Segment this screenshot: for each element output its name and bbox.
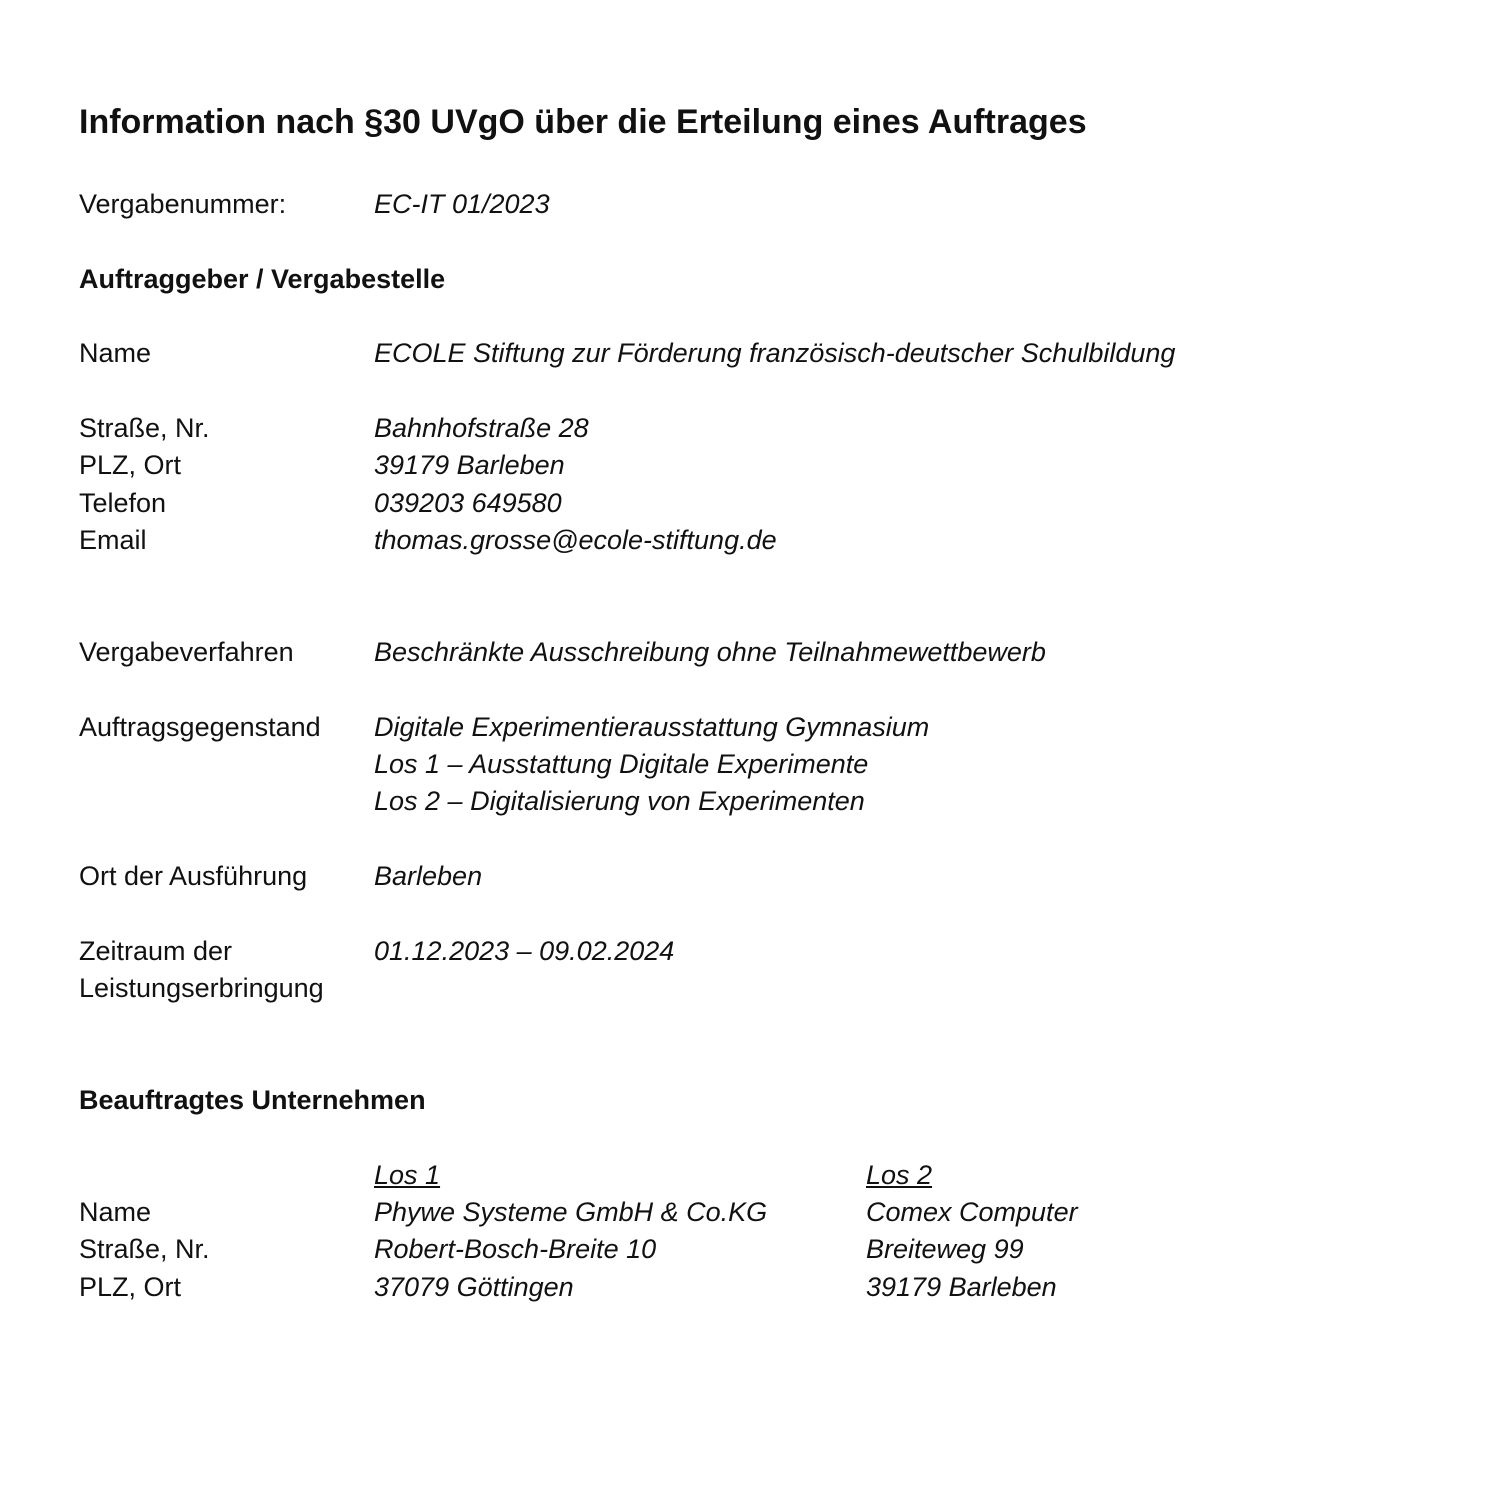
gegenstand-line: Digitale Experimentierausstattung Gymnasium bbox=[374, 712, 930, 742]
los2-city: 39179 Barleben bbox=[866, 1272, 1057, 1302]
unternehmen-heading: Beauftragtes Unternehmen bbox=[79, 1085, 426, 1115]
auftraggeber-name-value: ECOLE Stiftung zur Förderung französisch-deutscher Schulbildung bbox=[374, 338, 1176, 368]
zeitraum-label-line2: Leistungserbringung bbox=[79, 973, 324, 1003]
auftraggeber-phone-label: Telefon bbox=[79, 488, 167, 518]
los1-city: 37079 Göttingen bbox=[374, 1272, 574, 1302]
unternehmen-street-label: Straße, Nr. bbox=[79, 1234, 210, 1264]
auftraggeber-email-label: Email bbox=[79, 525, 147, 555]
los2-street: Breiteweg 99 bbox=[866, 1234, 1024, 1264]
ort-value: Barleben bbox=[374, 861, 483, 891]
verfahren-value: Beschränkte Ausschreibung ohne Teilnahmewettbewerb bbox=[374, 637, 1046, 667]
auftraggeber-email-value: thomas.grosse@ecole-stiftung.de bbox=[374, 525, 777, 555]
zeitraum-label-line1: Zeitraum der bbox=[79, 936, 233, 966]
zeitraum-value: 01.12.2023 – 09.02.2024 bbox=[374, 936, 675, 966]
los1-street: Robert-Bosch-Breite 10 bbox=[374, 1234, 657, 1264]
auftraggeber-street-value: Bahnhofstraße 28 bbox=[374, 413, 589, 443]
gegenstand-line: Los 2 – Digitalisierung von Experimenten bbox=[374, 786, 865, 816]
los1-header: Los 1 bbox=[374, 1160, 441, 1190]
auftraggeber-city-value: 39179 Barleben bbox=[374, 450, 565, 480]
auftraggeber-phone-value: 039203 649580 bbox=[374, 488, 562, 518]
vergabenummer-value: EC-IT 01/2023 bbox=[374, 189, 550, 219]
unternehmen-city-label: PLZ, Ort bbox=[79, 1272, 182, 1302]
gegenstand-label: Auftragsgegenstand bbox=[79, 712, 321, 742]
auftraggeber-name-label: Name bbox=[79, 338, 152, 368]
los2-name: Comex Computer bbox=[866, 1197, 1078, 1227]
los2-header: Los 2 bbox=[866, 1160, 933, 1190]
unternehmen-name-label: Name bbox=[79, 1197, 152, 1227]
gegenstand-line: Los 1 – Ausstattung Digitale Experimente bbox=[374, 749, 869, 779]
auftraggeber-city-label: PLZ, Ort bbox=[79, 450, 182, 480]
vergabenummer-label: Vergabenummer: bbox=[79, 189, 287, 219]
auftraggeber-heading: Auftraggeber / Vergabestelle bbox=[79, 264, 446, 294]
ort-label: Ort der Ausführung bbox=[79, 861, 308, 891]
document-title: Information nach §30 UVgO über die Erteilung eines Auftrages bbox=[79, 103, 1087, 141]
auftraggeber-street-label: Straße, Nr. bbox=[79, 413, 210, 443]
los1-name: Phywe Systeme GmbH & Co.KG bbox=[374, 1197, 768, 1227]
verfahren-label: Vergabeverfahren bbox=[79, 637, 294, 667]
